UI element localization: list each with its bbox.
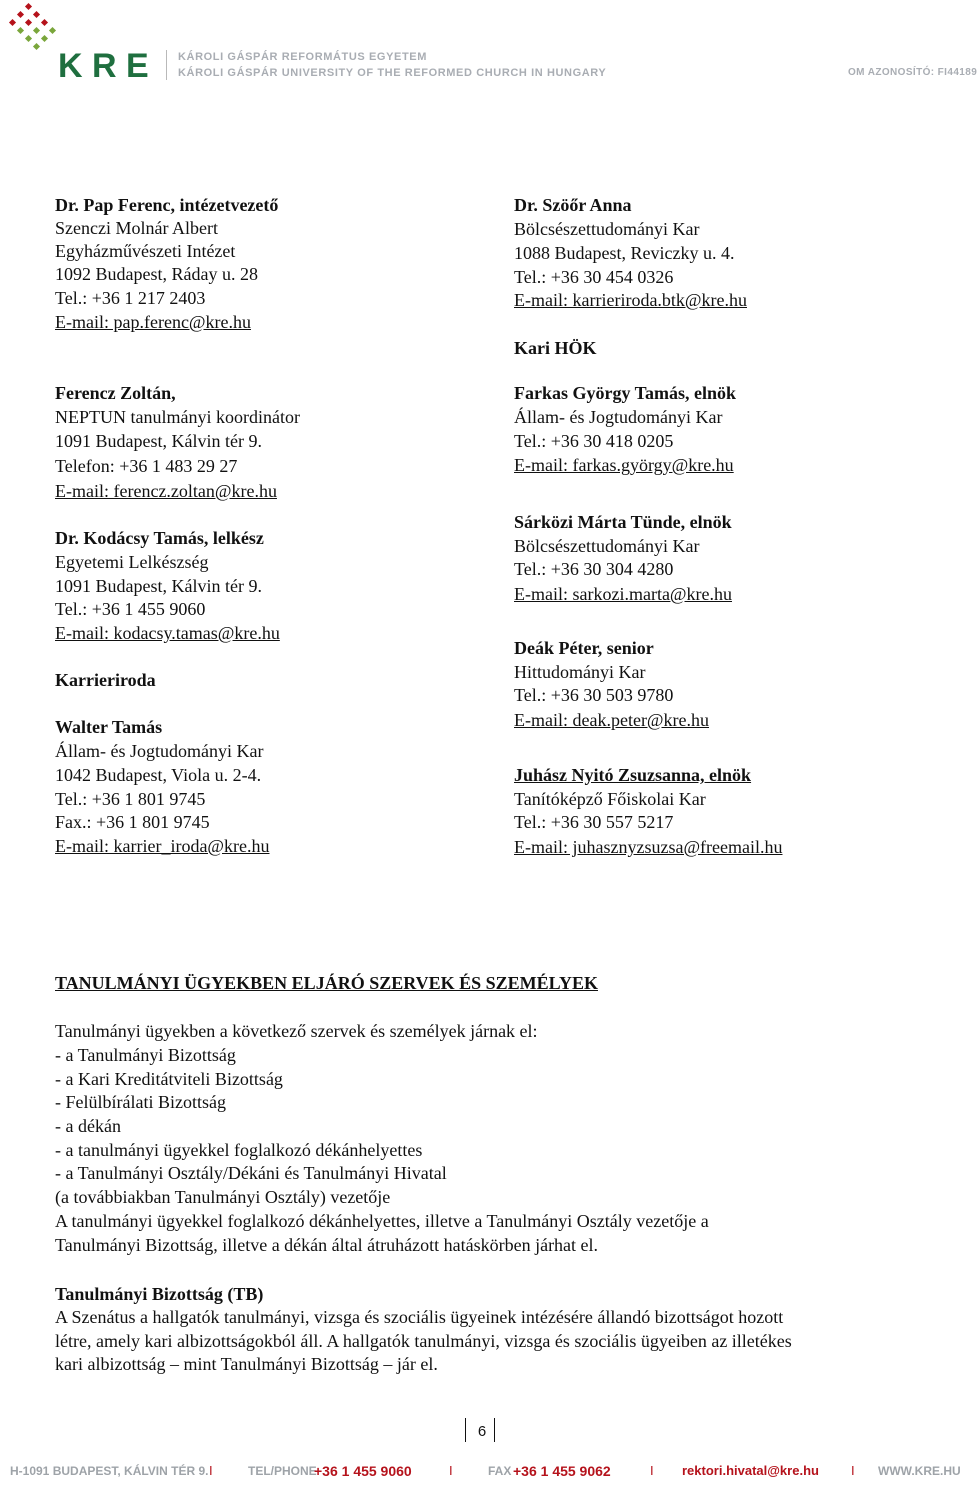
paragraph-line: létre, amely kari albizottságokból áll. A hallgatók tanulmányi, vizsga és szociális ügyeiben az illetékes [55, 1331, 792, 1351]
contact-name: Juhász Nyitó Zsuzsanna, elnök [514, 765, 752, 785]
contact-email-link[interactable]: E-mail: sarkozi.marta@kre.hu [514, 584, 732, 604]
contact-line: Hittudományi Kar [514, 662, 646, 682]
contact-line: Állam- és Jogtudományi Kar [514, 407, 723, 427]
contact-name: Farkas György Tamás, elnök [514, 383, 737, 403]
contact-name: Deák Péter, senior [514, 638, 654, 658]
paragraph-line: A Szenátus a hallgatók tanulmányi, vizsga és szociális ügyeinek intézésére állandó bizottságot hozott [55, 1307, 784, 1327]
contact-line: NEPTUN tanulmányi koordinátor [55, 407, 300, 427]
contact-line: Egyetemi Lelkészség [55, 552, 209, 572]
body-line: Tanulmányi Bizottság, illetve a dékán által átruházott hatáskörben járhat el. [55, 1235, 599, 1255]
contact-line: 1092 Budapest, Ráday u. 28 [55, 264, 258, 284]
contact-phone: Tel.: +36 30 557 5217 [514, 812, 674, 832]
contact-phone: Tel.: +36 30 503 9780 [514, 685, 674, 705]
contact-line: 1091 Budapest, Kálvin tér 9. [55, 576, 262, 596]
footer-address: H-1091 BUDAPEST, KÁLVIN TÉR 9. [10, 1464, 209, 1478]
contact-fax: Fax.: +36 1 801 9745 [55, 812, 210, 832]
contact-email-link[interactable]: E-mail: juhasznyzsuzsa@freemail.hu [514, 837, 783, 857]
contact-name: Dr. Kodácsy Tamás, lelkész [55, 528, 264, 548]
contact-line: Tanítóképző Főiskolai Kar [514, 789, 706, 809]
contact-line: Egyházművészeti Intézet [55, 241, 236, 261]
contact-line: Bölcsészettudományi Kar [514, 536, 700, 556]
contact-email-link[interactable]: E-mail: karrier_iroda@kre.hu [55, 836, 270, 856]
section-title-kari-hok: Kari HÖK [514, 338, 597, 358]
footer-separator: I [851, 1463, 855, 1478]
page-number: 6 [477, 1423, 487, 1440]
footer-web-link[interactable]: WWW.KRE.HU [878, 1464, 961, 1478]
logo-letter-r: R [92, 47, 119, 85]
subheading: Tanulmányi Bizottság (TB) [55, 1284, 264, 1304]
contact-line: Bölcsészettudományi Kar [514, 219, 700, 239]
header-divider [166, 50, 167, 80]
list-item: - a dékán [55, 1116, 121, 1136]
contact-phone: Tel.: +36 30 304 4280 [514, 559, 674, 579]
contact-line: 1042 Budapest, Viola u. 2-4. [55, 765, 262, 785]
list-item: - Felülbírálati Bizottság [55, 1092, 226, 1112]
contact-phone: Telefon: +36 1 483 29 27 [55, 456, 238, 476]
contact-email-link[interactable]: E-mail: kodacsy.tamas@kre.hu [55, 623, 280, 643]
footer-fax-label: FAX [488, 1464, 512, 1478]
contact-line: Szenczi Molnár Albert [55, 218, 218, 238]
contact-email-link[interactable]: E-mail: farkas.györgy@kre.hu [514, 455, 734, 475]
university-name-hu: KÁROLI GÁSPÁR REFORMÁTUS EGYETEM [178, 51, 427, 63]
university-name-en: KÁROLI GÁSPÁR UNIVERSITY OF THE REFORMED CHURCH IN HUNGARY [178, 67, 607, 79]
contact-line: 1091 Budapest, Kálvin tér 9. [55, 431, 262, 451]
section-title-karrieriroda: Karrieriroda [55, 670, 156, 690]
contact-name: Walter Tamás [55, 717, 163, 737]
footer-tel-label: TEL/PHONE [248, 1464, 317, 1478]
paragraph-line: kari albizottság – mint Tanulmányi Bizottság – jár el. [55, 1354, 438, 1374]
body-line: A tanulmányi ügyekkel foglalkozó dékánhelyettes, illetve a Tanulmányi Osztály vezetője a [55, 1211, 709, 1231]
contact-phone: Tel.: +36 30 454 0326 [514, 267, 674, 287]
body-line: (a továbbiakban Tanulmányi Osztály) vezetője [55, 1187, 391, 1207]
list-item: - a tanulmányi ügyekkel foglalkozó dékánhelyettes [55, 1140, 423, 1160]
list-item: - a Tanulmányi Bizottság [55, 1045, 236, 1065]
contact-name: Dr. Pap Ferenc, intézetvezető [55, 195, 279, 215]
footer-email-link[interactable]: rektori.hivatal@kre.hu [682, 1463, 819, 1478]
contact-email-link[interactable]: E-mail: pap.ferenc@kre.hu [55, 312, 251, 332]
contact-name: Ferencz Zoltán, [55, 383, 176, 403]
section-heading: TANULMÁNYI ÜGYEKBEN ELJÁRÓ SZERVEK ÉS SZEMÉLYEK [55, 973, 598, 993]
footer-separator: I [449, 1463, 453, 1478]
body-line: Tanulmányi ügyekben a következő szervek és személyek járnak el: [55, 1021, 538, 1041]
contact-phone: Tel.: +36 1 801 9745 [55, 789, 206, 809]
contact-line: Állam- és Jogtudományi Kar [55, 741, 264, 761]
contact-phone: Tel.: +36 1 217 2403 [55, 288, 206, 308]
footer-separator: I [209, 1463, 213, 1478]
contact-email-link[interactable]: E-mail: ferencz.zoltan@kre.hu [55, 481, 277, 501]
contact-phone: Tel.: +36 30 418 0205 [514, 431, 674, 451]
contact-name: Sárközi Márta Tünde, elnök [514, 512, 732, 532]
logo-letter-k: K [58, 47, 85, 85]
footer-tel-value: +36 1 455 9060 [314, 1463, 412, 1479]
footer-separator: I [650, 1463, 654, 1478]
page-number-bar-left [465, 1418, 466, 1442]
footer-fax-value: +36 1 455 9062 [513, 1463, 611, 1479]
list-item: - a Kari Kreditátviteli Bizottság [55, 1069, 283, 1089]
list-item: - a Tanulmányi Osztály/Dékáni és Tanulmányi Hivatal [55, 1163, 447, 1183]
contact-email-link[interactable]: E-mail: karrieriroda.btk@kre.hu [514, 290, 747, 310]
contact-line: 1088 Budapest, Reviczky u. 4. [514, 243, 735, 263]
contact-email-link[interactable]: E-mail: deak.peter@kre.hu [514, 710, 709, 730]
contact-phone: Tel.: +36 1 455 9060 [55, 599, 206, 619]
kre-logo-dots-icon [4, 2, 56, 54]
om-code: OM AZONOSÍTÓ: FI44189 [848, 67, 977, 78]
contact-name: Dr. Szöőr Anna [514, 195, 632, 215]
logo-letter-e: E [126, 47, 151, 85]
page-number-bar-right [494, 1418, 495, 1442]
